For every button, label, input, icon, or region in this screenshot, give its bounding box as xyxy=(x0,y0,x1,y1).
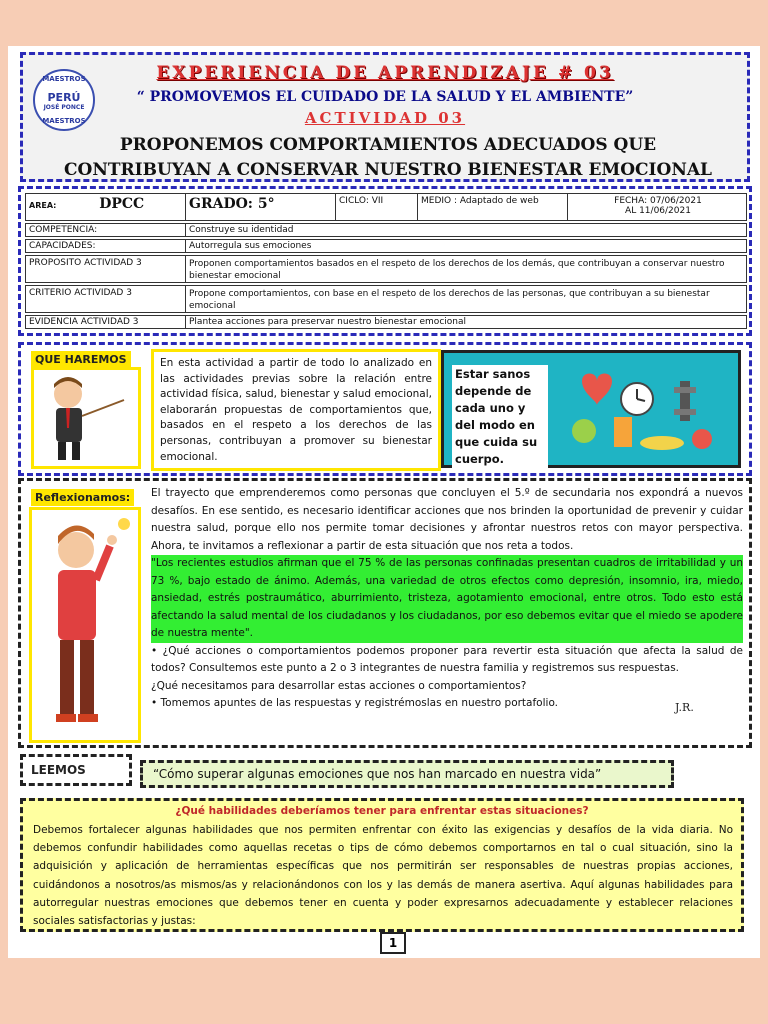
leemos-box xyxy=(20,754,132,786)
health-image-text: Estar sanos depende de cada uno y del modo en que cuida su cuerpo. xyxy=(452,365,548,469)
info-row: EVIDENCIA ACTIVIDAD 3 Plantea acciones para preservar nuestro bienestar emocional xyxy=(25,315,747,329)
page xyxy=(8,46,760,958)
reflexionamos-quote: "Los recientes estudios afirman que el 75 % de las personas confinadas presentan cuadros de irritabilidad y un 73 %, bajo estado de ánimo. Además, una variedad de otros efectos como depresión, insomnio, ira, miedo, ansiedad, estrés postraumático, aburrimiento, tristeza, agotamiento emocional, entre otros. Todo esto está afectando la salud mental de los ciudadanos y los ciudadanos, por eso debemos evitar que el miedo se apodere de nuestra mente". xyxy=(151,555,743,643)
page-title: PROPONEMOS COMPORTAMIENTOS ADECUADOS QUE CONTRIBUYAN A CONSERVAR NUESTRO BIENESTAR EMOCIONAL xyxy=(63,135,713,180)
school-logo: MAESTROS PERÚ JOSÉ PONCE MAESTROS xyxy=(33,69,95,131)
lectura-title-box xyxy=(140,760,674,788)
habilidades-text: Debemos fortalecer algunas habilidades que nos permiten enfrentar con éxito las exigencias y desafíos de la vida diaria. No debemos confundir habilidades como aquellas recetas o tips de cómo debemos comportarnos en tal o cual situación, sino la adquisición y aplicación de herramientas específicas que nos permitirán ser responsables de nuestras propias acciones, cuidándonos a nosotros/as mismos/as y relacionándonos con los y las demás de manera asertiva. Aquí algunas habilidades para autorregular nuestras emociones que debemos tener en cuenta y poder expresarnos adecuadamente y establecer relaciones sociales satisfactorias y justas: xyxy=(33,824,733,928)
header xyxy=(20,52,750,182)
reflexionamos-intro: El trayecto que emprenderemos como personas que concluyen el 5.º de secundaria nos expondrá a nuevos desafíos. En ese sentido, es necesario identificar acciones que nos brinden la oportunidad de prevenir y cuidar nuestra salud, porque ello nos permite tomar decisiones y afrontar nuestros retos con mayor perspectiva. Ahora, te invitamos a reflexionar a partir de esta situación que nos reta a todos. xyxy=(151,487,743,552)
info-row: CRITERIO ACTIVIDAD 3 Propone comportamientos, con base en el respeto de los derechos de las personas, que contribuyan a su bienestar emocional xyxy=(25,285,747,313)
medio: MEDIO : Adaptado de web xyxy=(418,194,568,220)
signature: J.R. xyxy=(675,701,694,714)
info-row: PROPOSITO ACTIVIDAD 3 Proponen comportamientos basados en el respeto de los derechos de los demás, que contribuyan a conservar nuestro bienestar emocional xyxy=(25,255,747,283)
actividad-title: ACTIVIDAD 03 xyxy=(304,109,466,127)
reflexionamos-question-2: ¿Qué necesitamos para desarrollar estas acciones o comportamientos? xyxy=(151,679,527,692)
habilidades-question: ¿Qué habilidades deberíamos tener para enfrentar estas situaciones? xyxy=(175,805,589,817)
que-haremos-label: QUE HAREMOS xyxy=(31,351,131,368)
info-table xyxy=(18,186,752,336)
reflexionamos-label: Reflexionamos: xyxy=(31,489,134,506)
lectura-title: “Cómo superar algunas emociones que nos han marcado en nuestra vida” xyxy=(153,767,602,781)
health-image xyxy=(441,350,741,468)
area-label: AREA: xyxy=(29,201,57,210)
info-row: CAPACIDADES: Autorregula sus emociones xyxy=(25,239,747,253)
reflexionamos-question-3: • Tomemos apuntes de las respuestas y registrémoslas en nuestro portafolio. xyxy=(151,697,559,709)
area-value: DPCC xyxy=(99,196,145,212)
reflexionamos-section xyxy=(18,478,752,748)
health-icons xyxy=(562,361,734,461)
info-row: COMPETENCIA: Construye su identidad xyxy=(25,223,747,237)
leemos-label: LEEMOS xyxy=(31,763,86,777)
student-illustration xyxy=(29,507,141,743)
experiencia-subtitle: “ PROMOVEMOS EL CUIDADO DE LA SALUD Y EL AMBIENTE” xyxy=(136,89,634,105)
fecha-inicio: FECHA: 07/06/2021 xyxy=(614,196,702,206)
ciclo: CICLO: VII xyxy=(336,194,418,220)
page-number: 1 xyxy=(380,932,406,954)
info-row-header xyxy=(25,193,747,221)
experiencia-title: EXPERIENCIA DE APRENDIZAJE # 03 xyxy=(156,63,614,83)
grado: GRADO: 5° xyxy=(186,194,336,220)
reflexionamos-question-1: • ¿Qué acciones o comportamientos podemos proponer para revertir esta situación que afecta la salud de todos? Consultemos este punto a 2 o 3 integrantes de nuestra familia y registremos sus respuestas. xyxy=(151,644,743,674)
fecha-fin: AL 11/06/2021 xyxy=(625,206,691,216)
que-haremos-text: En esta actividad a partir de todo lo analizado en las actividades previas sobre la relación entre actividad física, salud, bienestar y salud emocional, elaborarán propuestas de comportamientos que, basados en el respeto a los derechos de las personas, contribuyan a promover su bienestar emocional. xyxy=(160,357,432,463)
habilidades-section xyxy=(20,798,744,932)
teacher-illustration xyxy=(31,367,141,469)
